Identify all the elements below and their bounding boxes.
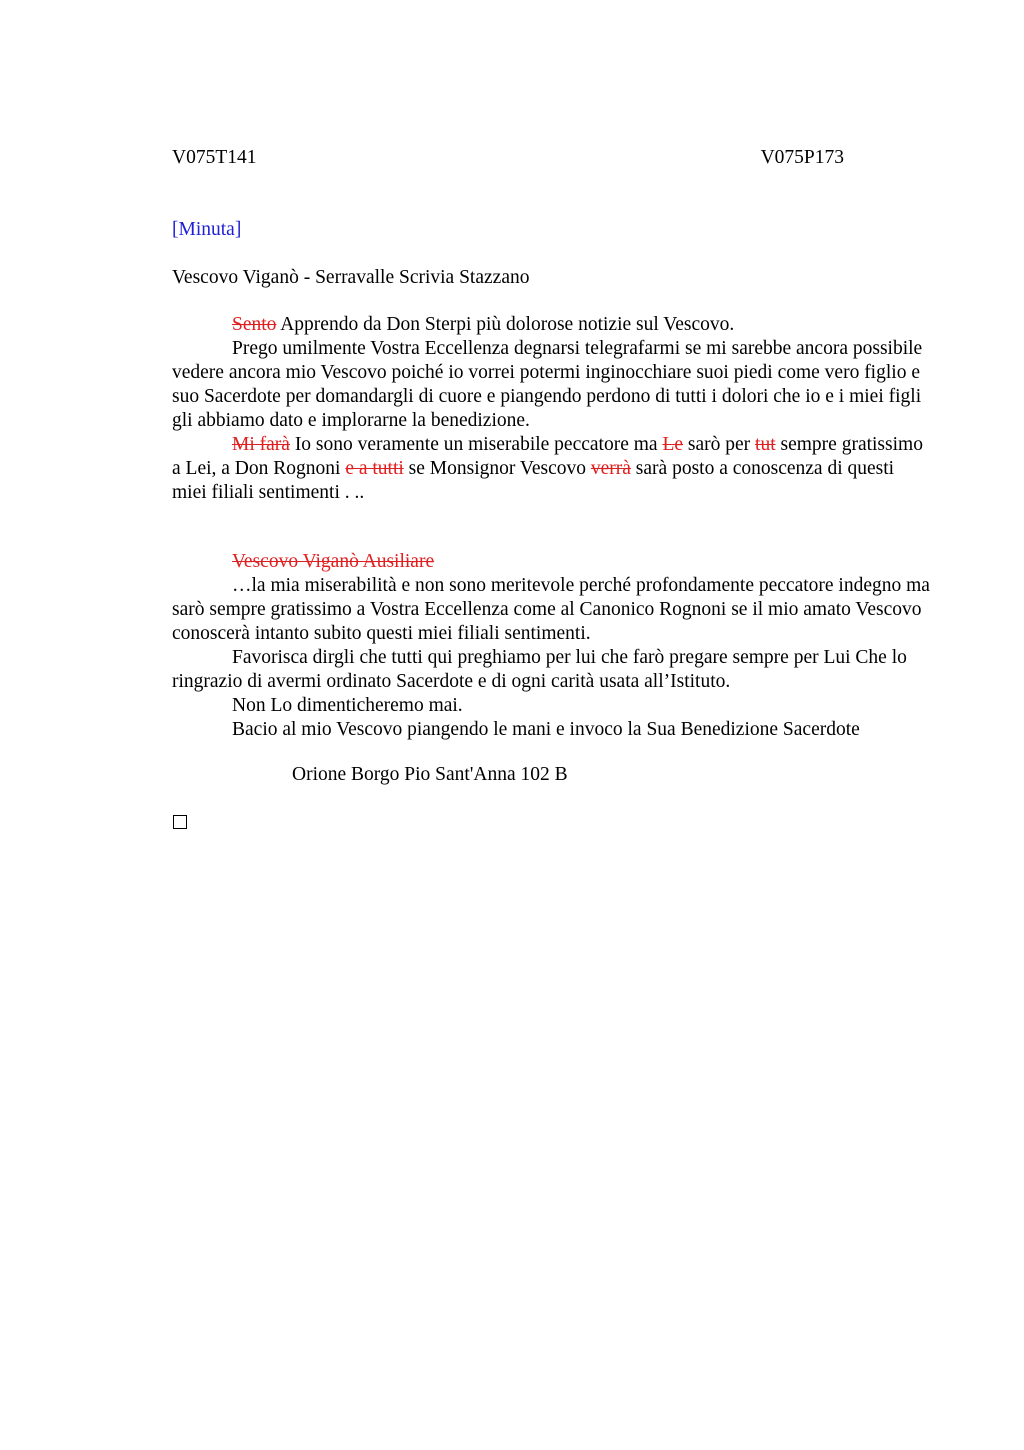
reference-code-left: V075T141: [172, 147, 257, 168]
signature-line: Orione Borgo Pio Sant'Anna 102 B: [292, 764, 568, 785]
deleted-text: Mi farà: [232, 434, 290, 455]
draft-one: [172, 313, 932, 505]
paragraph-text: sarò per: [683, 434, 756, 455]
deleted-text: e a tutti: [345, 458, 404, 479]
reference-row: [172, 146, 844, 170]
recipient-line: Vescovo Viganò - Serravalle Scrivia Stazzano: [172, 267, 530, 288]
deleted-text: tut: [755, 434, 776, 455]
draft-one-paragraph-1: [172, 313, 932, 337]
deleted-heading: Vescovo Viganò Ausiliare: [232, 551, 435, 572]
minuta-label: [Minuta]: [172, 219, 242, 240]
draft-two-paragraph-4: Bacio al mio Vescovo piangendo le mani e invoco la Sua Benedizione Sacerdote: [232, 719, 860, 740]
paragraph-text: Prego umilmente Vostra Eccellenza degnarsi telegrafarmi se mi sarebbe ancora possibile vedere ancora mio Vescovo poiché io vorrei potermi inginocchiare suoi piedi come vero figlio e suo Sacerdote per domandargli di cuore e piangendo perdono di tutti i dolori che io e i miei figli gli abbiamo dato e implorarne la benedizione.: [172, 338, 923, 431]
draft-two: [172, 550, 932, 742]
paragraph-text: sempre gratissimo a Lei, a Don Rognoni: [172, 434, 923, 479]
paragraph-text: se Monsignor Vescovo: [403, 458, 591, 479]
draft-two-paragraph-1: …la mia miserabilità e non sono meritevole perché profondamente peccatore indegno ma sarò sempre gratissimo a Vostra Eccellenza come al Canonico Rognoni se il mio amato Vescovo conoscerà intanto subito questi miei filiali sentimenti.: [172, 575, 930, 644]
deleted-text: verrà: [590, 458, 631, 479]
deleted-text: Le: [662, 434, 684, 455]
deleted-text: Sento: [232, 314, 277, 335]
paragraph-text: Apprendo da Don Sterpi più dolorose notizie sul Vescovo.: [276, 314, 735, 335]
paragraph-text: sarà posto a conoscenza di questi miei filiali sentimenti . ..: [172, 458, 895, 503]
draft-two-heading: [172, 550, 932, 574]
draft-one-paragraph-2: [172, 337, 932, 433]
draft-two-paragraph-3: Non Lo dimenticheremo mai.: [232, 695, 463, 716]
empty-square-icon: [173, 815, 187, 829]
draft-one-paragraph-3: [172, 433, 932, 505]
draft-two-paragraph-2: Favorisca dirgli che tutti qui preghiamo per lui che farò pregare sempre per Lui Che lo ringrazio di avermi ordinato Sacerdote e di ogni carità usata all’Istituto.: [172, 647, 907, 692]
paragraph-text: Io sono veramente un miserabile peccatore ma: [289, 434, 663, 455]
reference-code-right: V075P173: [760, 147, 844, 168]
